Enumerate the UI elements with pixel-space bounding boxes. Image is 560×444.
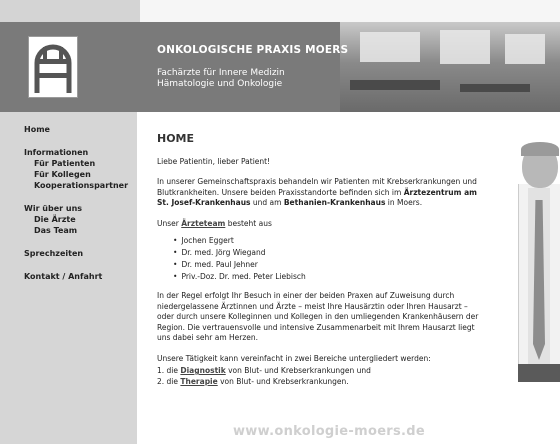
footer-url: www.onkologie-moers.de (233, 424, 426, 439)
doctor-list (173, 235, 482, 283)
nav-das-team[interactable]: Das Team (34, 226, 78, 235)
nav-kooperationspartner[interactable]: Kooperationspartner (34, 181, 129, 190)
subtitle-line: Fachärzte für Innere Medizin (157, 68, 285, 78)
referral-paragraph: In der Regel erfolgt Ihr Besuch in einer der beiden Praxen auf Zuweisung durch niedergelassene Ärztinnen und Ärzte – meist Ihre Hausärztin oder Ihren Hausarzt – oder durch unsere Kolleginnen und Kollegen in den umliegenden Krankenhäusern der Region. Die vertrauensvolle und intensive Zusammenarbeit mit Ihrem Hausarzt liegt uns dabei sehr am Herzen. (157, 291, 479, 342)
aerzteteam-link[interactable]: Ärzteteam (181, 218, 226, 228)
areas-intro: Unsere Tätigkeit kann vereinfacht in zwei Bereiche untergliedert werden: (157, 353, 431, 363)
site-subtitle (157, 68, 285, 90)
doctor-photo (518, 140, 560, 382)
nav-fuer-kollegen[interactable]: Für Kollegen (34, 170, 91, 179)
subtitle-line: Hämatologie und Onkologie (157, 79, 283, 89)
photo-desk (460, 84, 530, 92)
page-title: HOME (157, 132, 195, 145)
nav-fuer-patienten[interactable]: Für Patienten (34, 159, 96, 168)
team-intro: Unser Ärzteteam besteht aus (157, 218, 272, 228)
nav-kontakt[interactable]: Kontakt / Anfahrt (24, 272, 103, 281)
area-therapie: 2. die Therapie von Blut- und Krebserkrankungen. (157, 376, 349, 386)
practice-photo (340, 22, 560, 112)
list-item: • Priv.-Doz. Dr. med. Peter Liebisch (173, 271, 482, 283)
therapie-link[interactable]: Therapie (180, 376, 218, 386)
greeting: Liebe Patientin, lieber Patient! (157, 156, 271, 166)
nav-sprechzeiten[interactable]: Sprechzeiten (24, 249, 84, 258)
intro-paragraph: In unserer Gemeinschaftspraxis behandeln wir Patienten mit Krebserkrankungen und Blutkrankheiten. Unsere beiden Praxisstandorte befinden sich im Ärztezentrum am St. Josef-Krankenhaus und am Bethanien-Krankenhaus in Moers. (157, 177, 477, 207)
logo-icon (29, 37, 77, 97)
practice-logo[interactable] (28, 36, 78, 98)
sidebar-nav (24, 124, 136, 282)
diagnostik-link[interactable]: Diagnostik (180, 366, 226, 375)
site-title: ONKOLOGISCHE PRAXIS MOERS (157, 44, 349, 56)
nav-wir-ueber-uns[interactable]: Wir über uns (24, 204, 83, 213)
area-diagnostik: 1. die Diagnostik von Blut- und Krebserkrankungen und (157, 366, 371, 375)
main-content (157, 134, 482, 387)
nav-informationen[interactable]: Informationen (24, 148, 89, 157)
photo-shadow (518, 364, 560, 382)
nav-die-aerzte[interactable]: Die Ärzte (34, 215, 76, 224)
photo-desk (350, 80, 440, 90)
list-item: • Jochen Eggert (173, 235, 482, 247)
list-item: • Dr. med. Jörg Wiegand (173, 247, 482, 259)
top-band (0, 0, 560, 22)
top-band-white (140, 0, 560, 22)
photo-window (440, 30, 490, 64)
location-bethanien: Bethanien-Krankenhaus (283, 198, 386, 207)
location-st-josef: Ärztezentrum am St. Josef-Krankenhaus (157, 187, 477, 207)
list-item: • Dr. med. Paul Jehner (173, 259, 482, 271)
photo-window (505, 34, 545, 64)
photo-window (360, 32, 420, 62)
doctor-hair (521, 142, 559, 156)
nav-home[interactable]: Home (24, 125, 50, 134)
